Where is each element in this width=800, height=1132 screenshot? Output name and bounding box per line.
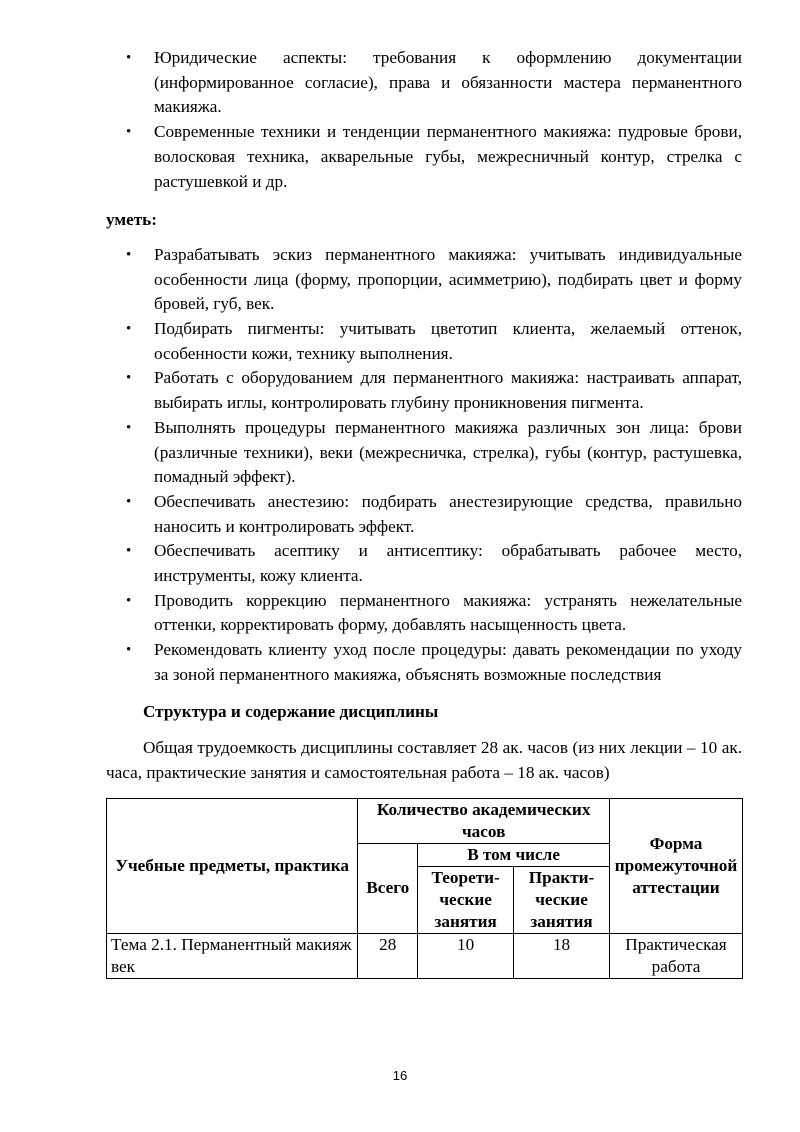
list-item: • Выполнять процедуры перманентного макияжа различных зон лица: брови (различные техники), веки (межресничка, стрелка), губы (контур, растушевка, помадный эффект). [106,416,742,490]
cell-subject: Тема 2.1. Перманентный макияж век [107,933,358,978]
cell-theory: 10 [418,933,514,978]
table-row [107,933,743,978]
header-practice: Практи-ческие занятия [514,866,610,933]
list-item: • Юридические аспекты: требования к оформлению документации (информированное согласие), права и обязанности мастера перманентного макияжа. [106,46,742,120]
header-including: В том числе [418,843,610,866]
list-item: • Подбирать пигменты: учитывать цветотип клиента, желаемый оттенок, особенности кожи, технику выполнения. [106,317,742,366]
umet-heading: уметь: [106,210,157,230]
header-form: Форма промежуточной аттестации [609,798,742,933]
hours-table [106,798,743,979]
cell-form: Практическая работа [609,933,742,978]
list-item: • Рекомендовать клиенту уход после процедуры: давать рекомендации по уходу за зоной перманентного макияжа, объяснять возможные последствия [106,638,742,687]
list-item: • Разрабатывать эскиз перманентного макияжа: учитывать индивидуальные особенности лица (форму, пропорции, асимметрию), подбирать цвет и форму бровей, губ, век. [106,243,742,317]
list-item: • Обеспечивать асептику и антисептику: обрабатывать рабочее место, инструменты, кожу клиента. [106,539,742,588]
section-title: Структура и содержание дисциплины [143,701,439,721]
table-header-row [107,798,743,843]
header-theory: Теорети-ческие занятия [418,866,514,933]
header-subjects: Учебные предметы, практика [107,798,358,933]
page-content [106,46,742,979]
list-item: • Обеспечивать анестезию: подбирать анестезирующие средства, правильно наносить и контролировать эффект. [106,490,742,539]
bullet-list-top [106,46,742,194]
list-item: • Работать с оборудованием для перманентного макияжа: настраивать аппарат, выбирать иглы, контролировать глубину проникновения пигмента. [106,366,742,415]
cell-total: 28 [358,933,418,978]
header-hours-group: Количество академических часов [358,798,610,843]
cell-practice: 18 [514,933,610,978]
list-item: • Современные техники и тенденции перманентного макияжа: пудровые брови, волосковая техника, акварельные губы, межресничный контур, стрелка с растушевкой и др. [106,120,742,194]
list-item: • Проводить коррекцию перманентного макияжа: устранять нежелательные оттенки, корректировать форму, добавлять насыщенность цвета. [106,589,742,638]
page-number: 16 [392,1068,408,1083]
bullet-list-umet [106,243,742,688]
header-total: Всего [358,843,418,933]
intro-paragraph: Общая трудоемкость дисциплины составляет 28 ак. часов (из них лекции – 10 ак. часа, практические занятия и самостоятельная работа – 18 ак. часов) [106,738,742,782]
